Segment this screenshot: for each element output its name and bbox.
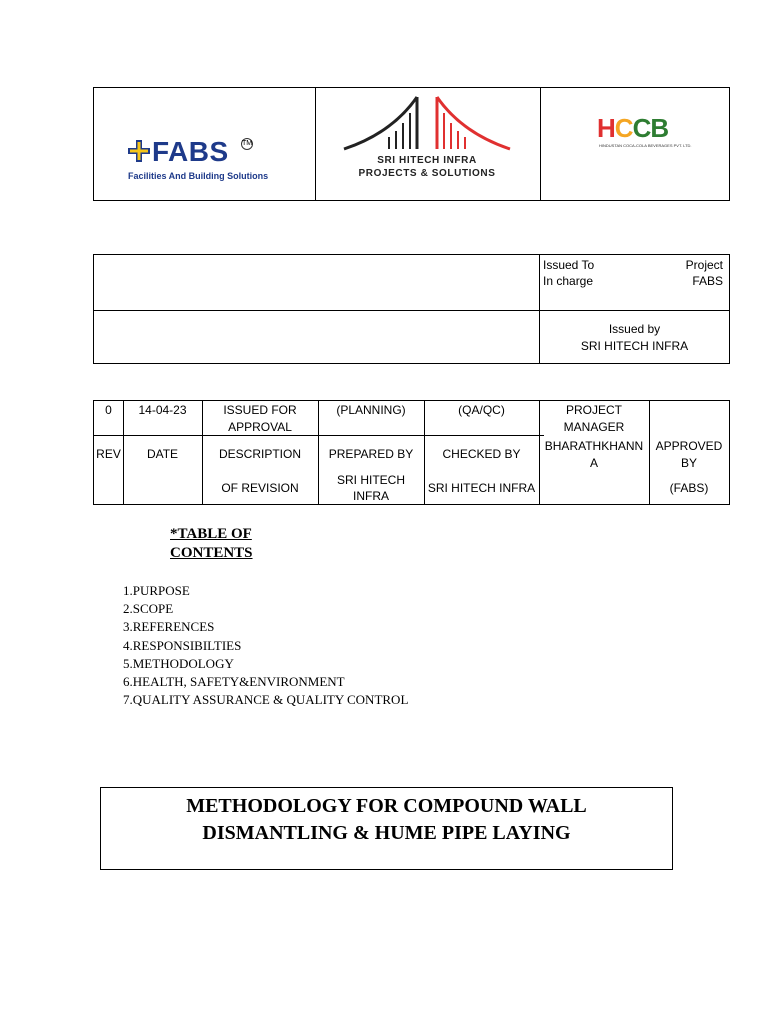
prepared-by-header: PREPARED BY [328, 447, 414, 461]
prepared-by-value: SRI HITECH [336, 473, 405, 487]
rev-row-divider [94, 435, 544, 436]
rev-header: REV [96, 447, 121, 461]
fabs-logo [128, 136, 298, 186]
checked-by-header: CHECKED BY [442, 447, 521, 461]
issued-row-divider [94, 310, 729, 311]
toc-item: 5.METHODOLOGY [123, 655, 234, 671]
logo-divider [315, 88, 316, 200]
manager-name: A [589, 456, 598, 470]
approved-by-header: APPROVED [655, 439, 723, 453]
rev-description: APPROVAL [228, 420, 292, 434]
hccb-letter: C [632, 113, 651, 143]
approved-by-value: (FABS) [669, 481, 709, 495]
toc-list [123, 582, 408, 709]
approved-by-header: BY [680, 456, 697, 470]
sri-hitech-logo [332, 93, 522, 183]
toc-title [170, 525, 310, 563]
issued-by-label: Issued by [608, 322, 661, 336]
toc-item: 2.SCOPE [123, 601, 174, 617]
hccb-subtext: HINDUSTAN COCA-COLA BEVERAGES PVT. LTD. [599, 143, 692, 148]
document-title-box [100, 787, 673, 870]
hccb-logo [597, 113, 697, 153]
hccb-letter: C [614, 113, 633, 143]
sri-hitech-name: SRI HITECH INFRA [377, 155, 477, 166]
sri-hitech-subtitle: PROJECTS & SOLUTIONS [358, 168, 496, 179]
toc-title-line: CONTENTS [170, 545, 253, 561]
issued-in-charge-label: In charge [543, 274, 594, 288]
issued-to-value: Project [685, 258, 723, 272]
hccb-logo-text [597, 113, 668, 144]
toc-item: 3.REFERENCES [123, 619, 215, 635]
fabs-cross-icon [128, 140, 150, 162]
rev-prepared-role: (PLANNING) [336, 403, 406, 417]
hccb-letter: B [650, 113, 669, 143]
logo-table [93, 87, 730, 201]
rev-number: 0 [105, 403, 112, 417]
toc-item: 6.HEALTH, SAFETY&ENVIRONMENT [123, 674, 345, 690]
document-title [101, 793, 672, 847]
toc-item: 1.PURPOSE [123, 583, 190, 598]
logo-divider [540, 88, 541, 200]
prepared-by-value: INFRA [353, 489, 389, 503]
hccb-letter: H [597, 113, 615, 143]
document-title-line: DISMANTLING & HUME PIPE LAYING [202, 822, 571, 844]
date-header: DATE [146, 447, 179, 461]
toc-item: 7.QUALITY ASSURANCE & QUALITY CONTROL [123, 692, 409, 708]
rev-manager-title: PROJECT [565, 403, 622, 417]
rev-manager-title: MANAGER [563, 420, 625, 434]
issued-in-charge-value: FABS [692, 274, 723, 288]
trademark-mark: TM [241, 138, 253, 150]
toc-title-line: *TABLE OF [170, 526, 252, 542]
rev-date: 14-04-23 [138, 403, 187, 417]
fabs-logo-text: FABS [152, 136, 229, 167]
manager-name: BHARATHKHANN [544, 439, 644, 453]
description-header: OF REVISION [221, 481, 299, 495]
issued-by-value: SRI HITECH INFRA [580, 339, 689, 353]
toc-item: 4.RESPONSIBILTIES [123, 637, 242, 653]
checked-by-value: SRI HITECH INFRA [427, 481, 536, 495]
revision-table [93, 400, 730, 505]
sri-hitech-bridge-icon [332, 93, 522, 153]
rev-checked-role: (QA/QC) [458, 403, 505, 417]
document-title-line: METHODOLOGY FOR COMPOUND WALL [186, 795, 587, 817]
description-header: DESCRIPTION [218, 447, 301, 461]
rev-description: ISSUED FOR [223, 403, 297, 417]
issued-to-label: Issued To [543, 258, 595, 272]
fabs-tagline: Facilities And Building Solutions [128, 171, 269, 181]
issued-table [93, 254, 730, 364]
